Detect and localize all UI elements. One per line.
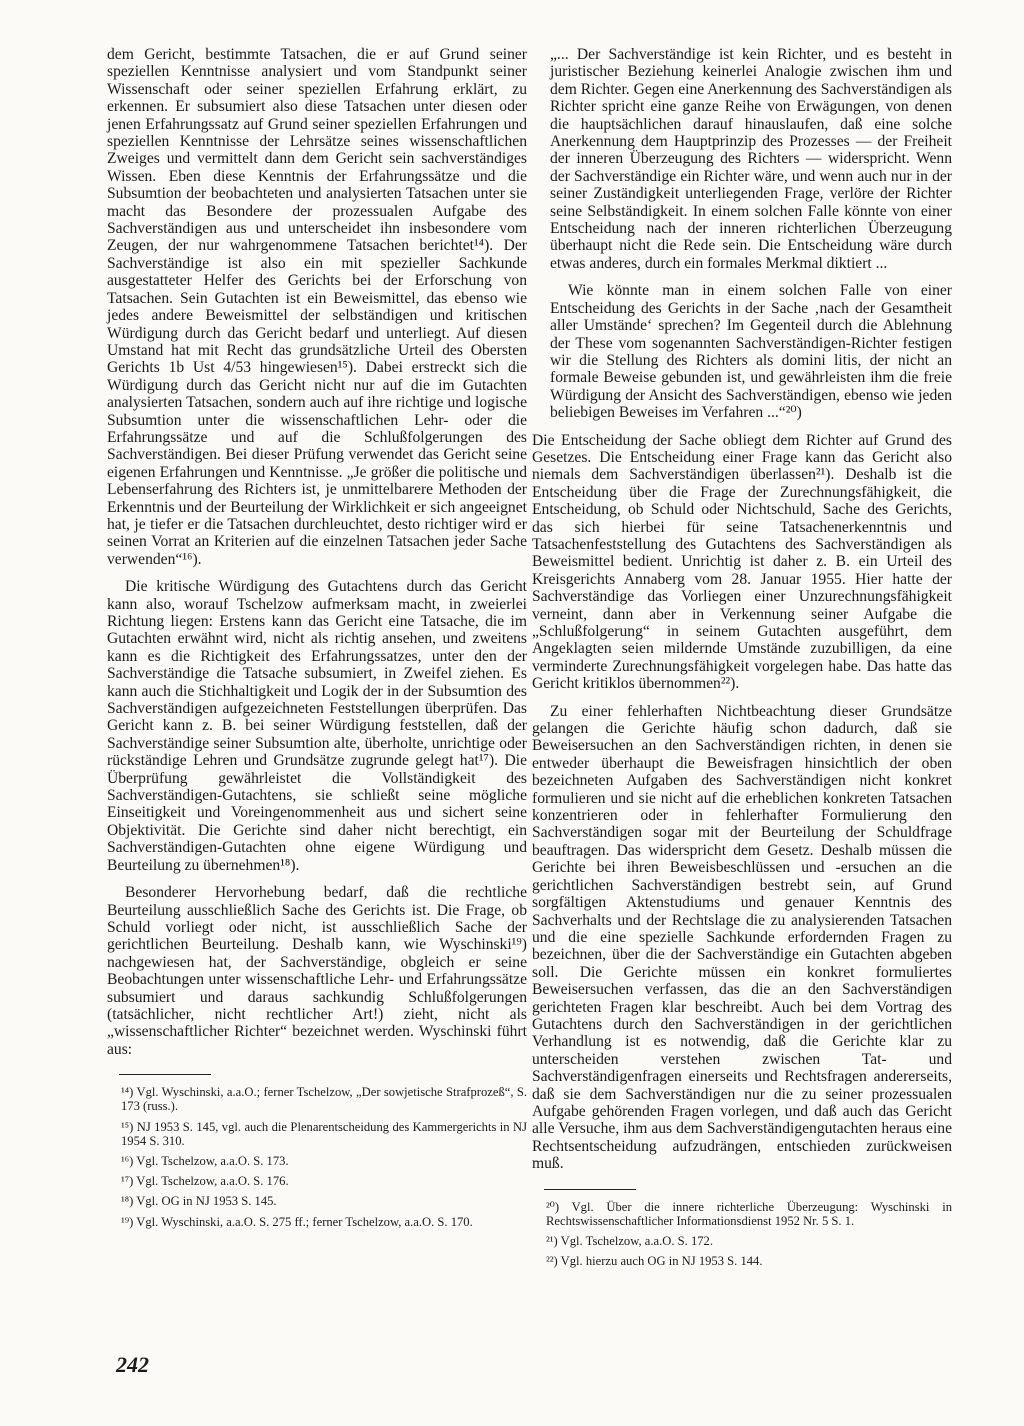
footnote: ²¹) Vgl. Tschelzow, a.a.O. S. 172. (546, 1234, 713, 1248)
footnote: ¹⁵) NJ 1953 S. 145, vgl. auch die Plenarentscheidung des Kammergerichts in NJ 1954 S. 310. (121, 1119, 527, 1148)
footnote: ¹⁸) Vgl. OG in NJ 1953 S. 145. (121, 1194, 277, 1209)
paragraph: Die kritische Würdigung des Gutachtens durch das Gericht kann also, worauf Tschelzow aufmerksam macht, in zweierlei Richtung liegen: Erstens kann das Gericht eine Tatsache, die im Gutachten erwähnt wird, nicht als richtig ansehen, und zweitens kann es die Richtigkeit des Erfahrungssatzes, unter den der Sachverständige die Tatsache subsumiert, in Zweifel ziehen. Es kann auch die Stichhaltigkeit und Logik der in der Subsumtion des Sachverständigen aufgezeichneten Feststellungen überprüfen. Das Gericht kann z. B. bei seiner Würdigung feststellen, daß der Sachverständige seiner Subsumtion alte, überholte, unrichtige oder rückständige Lehren und Grundsätze zugrunde gelegt hat¹⁷). Die Überprüfung gewährleistet die Vollständigkeit des Sachverständigen-Gutachtens, sie schließt seine mögliche Einseitigkeit und Voreingenommenheit aus und sichert seine Objektivität. Die Gerichte sind daher nicht berechtigt, ein Sachverständigen-Gutachten ohne eigene Würdigung und Beurteilung zu übernehmen¹⁸). (107, 578, 527, 874)
footnote: ²²) Vgl. hierzu auch OG in NJ 1953 S. 144. (546, 1254, 763, 1269)
paragraph: Die Entscheidung der Sache obliegt dem Richter auf Grund des Gesetzes. Die Entscheidung einer Frage kann das Gericht also niemals dem Sachverständigen überlassen²¹). Deshalb ist die Entscheidung über die Frage der Zurechnungsfähigkeit, die Entscheidung, ob Schuld oder Nichtschuld, Sache des Gerichts, das sich hierbei für seine Tatsachenerkenntnis und Tatsachenfeststellung des Gutachtens des Sachverständigen als Beweismittel bedient. Unrichtig ist daher z. B. ein Urteil des Kreisgerichts Annaberg vom 28. Januar 1955. Hier hatte der Sachverständige das Vorliegen einer Unzurechnungsfähigkeit verneint, dann aber in Verkennung seiner Aufgabe die „Schlußfolgerung“ in seinem Gutachten ausgeführt, dem Angeklagten seien mildernde Umstände zuzubilligen, da eine verminderte Zurechnungsfähigkeit vorgelegen habe. Das hatte das Gericht kritiklos übernommen²²). (532, 431, 952, 693)
quote-paragraph: „... Der Sachverständige ist kein Richter, und es besteht in juristischer Beziehung keinerlei Analogie zwischen ihm und dem Richter. Gegen eine Anerkennung des Sachverständigen als Richter spricht eine ganze Reihe von Erwägungen, von denen die hauptsächlichen darauf hinauslaufen, daß eine solche Anerkennung dem Hauptprinzip des Prozesses — der Freiheit der inneren Überzeugung des Richters — widerspricht. Wenn der Sachverständige ein Richter wäre, und wenn auch nur in der seiner Zuständigkeit unterliegenden Frage, verlöre der Richter seine Selbständigkeit. In einem solchen Falle könnte von einer Entscheidung nach der inneren richterlichen Überzeugung überhaupt nicht die Rede sein. Die Entscheidung wäre durch etwas anderes, durch ein formales Merkmal diktiert ... (550, 46, 952, 272)
footnote: ¹⁷) Vgl. Tschelzow, a.a.O. S. 176. (121, 1174, 289, 1189)
footnote: ¹⁶) Vgl. Tschelzow, a.a.O. S. 173. (121, 1153, 289, 1168)
right-column (532, 46, 952, 1274)
footnote: ²⁰) Vgl. Über die innere richterliche Überzeugung: Wyschinski in Rechtswissenschaftlicher Informationsdienst 1952 Nr. 5 S. 1. (546, 1199, 952, 1228)
footnote-divider (119, 1074, 211, 1075)
footnote-divider (544, 1189, 636, 1190)
paragraph: dem Gericht, bestimmte Tatsachen, die er auf Grund seiner speziellen Kenntnisse analysiert und vom Standpunkt seiner Wissenschaft oder seiner speziellen Erfahrung erklärt, zu erkennen. Er subsumiert also diese Tatsachen unter diesen oder jenen Erfahrungssatz auf Grund seiner speziellen Erfahrungen und speziellen Kenntnisse der Lehrsätze seines wissenschaftlichen Zweiges und vermittelt dann dem Gericht sein sachverständiges Wissen. Eben diese Kenntnis der Erfahrungssätze und die Subsumtion der beobachteten und analysierten Tatsachen unter sie macht das Besondere der prozessualen Aufgabe des Sachverständigen aus und unterscheidet ihn insbesondere vom Zeugen, der nur wahrgenommene Tatsachen berichtet¹⁴). Der Sachverständige ist also ein mit spezieller Sachkunde ausgestatteter Helfer des Gerichts bei der Erforschung von Tatsachen. Sein Gutachten ist ein Beweismittel, das ebenso wie jedes andere Beweismittel der selbständigen und kritischen Würdigung durch das Gericht bedarf und unterliegt. Auf diesen Umstand hat mit Recht das grundsätzliche Urteil des Obersten Gerichts 1b Ust 4/53 hingewiesen¹⁵). Dabei erstreckt sich die Würdigung durch das Gericht nicht nur auf die im Gutachten analysierten Tatsachen, sondern auch auf ihre richtige und logische Subsumtion unter die wissenschaftlichen Lehr- oder die Erfahrungssätze und auf die Schlußfolgerungen des Sachverständigen. Bei dieser Prüfung verwendet das Gericht seine eigenen Erfahrungen und Kenntnisse. „Je größer die politische und Lebenserfahrung des Richters ist, je unmittelbarere Methoden der Erkenntnis und der Beurteilung der Wirklichkeit er sich angeeignet hat, je tiefer er die Tatsachen durchleuchtet, desto richtiger wird er seinen Vorrat an Kriterien auf die einzelnen Tatsachen jeder Sache verwenden“¹⁶). (107, 46, 527, 568)
left-column (107, 46, 527, 1235)
quote-paragraph: Wie könnte man in einem solchen Falle von einer Entscheidung des Gerichts in der Sache ‚nach der Gesamtheit aller Umstände‘ sprechen? Im Gegenteil durch die Ablehnung der These vom sogenannten Sachverständigen-Richter festigen wir die Stellung des Richters als domini litis, der nicht an formale Beweise gebunden ist, und gewährleisten ihm die freie Würdigung der Ansicht des Sachverständigen, ebenso wie jeden beliebigen Beweises im Verfahren ...“²⁰) (550, 282, 952, 422)
paragraph: Zu einer fehlerhaften Nichtbeachtung dieser Grundsätze gelangen die Gerichte häufig schon dadurch, daß sie Beweisersuchen an den Sachverständigen richten, in denen sie entweder überhaupt die Beweisfragen hinsichtlich der oben bezeichneten Aufgaben des Sachverständigen nicht konkret formulieren und sie nicht auf die erheblichen konkreten Tatsachen konzentrieren oder in fehlerhafter Formulierung den Sachverständigen sogar mit der Beurteilung der Schuldfrage beauftragen. Das widerspricht dem Gesetz. Deshalb müssen die Gerichte bei ihren Beweisbeschlüssen und -ersuchen an die gerichtlichen Sachverständigen bestrebt sein, auf Grund sorgfältigen Aktenstudiums und genauer Kenntnis des Sachverhalts und der Rechtslage die zu analysierenden Tatsachen und die eine spezielle Sachkunde erfordernden Fragen zu bezeichnen, über die der Sachverständige ein Gutachten abgeben soll. Die Gerichte müssen ein konkret formuliertes Beweisersuchen verfassen, das die an den Sachverständigen gerichteten Fragen klar beschreibt. Auch bei dem Vortrag des Gutachtens durch den Sachverständigen in der gerichtlichen Verhandlung ist es notwendig, daß die Gerichte klar zu unterscheiden verstehen zwischen Tat- und Sachverständigenfragen einerseits und Rechtsfragen andererseits, daß sie dem Sachverständigen nur die zu seiner prozessualen Aufgabe gehörenden Fragen vorlegen, und daß auch das Gericht alle Versuche, ihm aus dem Sachverständigengutachten heraus eine Rechtsentscheidung aufzudrängen, entschieden zurückweisen muß. (532, 702, 952, 1173)
footnote: ¹⁹) Vgl. Wyschinski, a.a.O. S. 275 ff.; ferner Tschelzow, a.a.O. S. 170. (121, 1214, 473, 1229)
paragraph: Besonderer Hervorhebung bedarf, daß die rechtliche Beurteilung ausschließlich Sache des Gerichts ist. Die Frage, ob Schuld vorliegt oder nicht, ist ausschließlich Sache der gerichtlichen Beurteilung. Deshalb kann, wie Wyschinski¹⁹) nachgewiesen hat, der Sachverständige, obgleich er seine Beobachtungen unter wissenschaftliche Lehr- und Erfahrungssätze subsumiert und daraus sachkundig Schlußfolgerungen (tatsächlicher, nicht rechtlicher Art!) zieht, nicht als „wissenschaftlicher Richter“ bezeichnet werden. Wyschinski führt aus: (107, 884, 527, 1058)
footnote: ¹⁴) Vgl. Wyschinski, a.a.O.; ferner Tschelzow, „Der sowjetische Strafprozeß“, S. 173 (russ.). (121, 1085, 527, 1114)
page-number: 242 (116, 1352, 149, 1377)
